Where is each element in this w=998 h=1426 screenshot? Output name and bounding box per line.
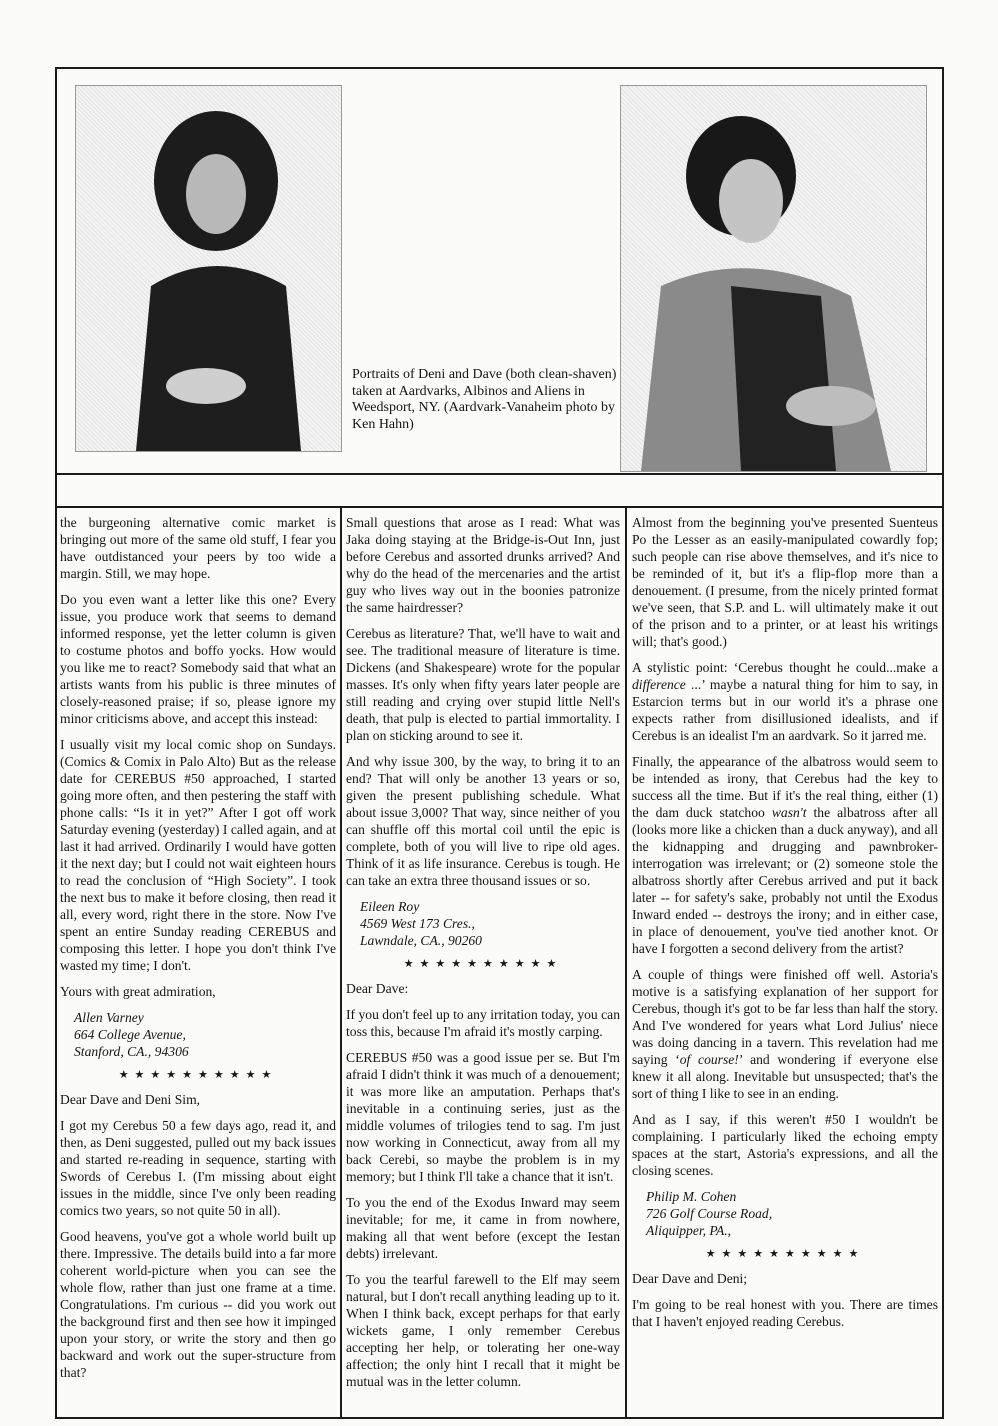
emphasis: difference xyxy=(632,677,686,692)
text: ’ and wondering if everyone else knew it all along. Inevitable but unsuspected; that's the sort of thing I like to see in an ending. xyxy=(632,1052,938,1101)
signature-block xyxy=(646,1188,938,1239)
signature-city: Aliquipper, PA., xyxy=(646,1223,732,1238)
letter-paragraph: Almost from the beginning you've presented Suenteus Po the Lesser as an easily-manipulated cowardly fop; such people can rise above themselves, and it's nice to be reminded of it, but it's a flip-flop more than a denouement. (I presume, from the nicely printed format we've seen, that S.P. and L. will ultimately make it out of the prison and to a printer, or at least his writings will; that's good.) xyxy=(632,515,938,649)
signature-city: Lawndale, CA., 90260 xyxy=(360,933,482,948)
signature-name: Allen Varney xyxy=(74,1010,144,1025)
text: A couple of things were finished off well. Astoria's motive is a satisfying explanation of her support for Cerebus, though it's got to be far less than half the story. And I've wondered for years what Lord Julius' niece was doing dancing in a tavern. This revelation had me saying ‘ xyxy=(632,967,938,1067)
signature-block xyxy=(360,898,620,949)
letter-paragraph: Good heavens, you've got a whole world built up there. Impressive. The details build into a far more coherent world-picture when you can see the whole flow, rather than just one frame at a time. Congratulations. I'm curious -- did you work out the background first and then see how it impinged upon your story, or write the story and then go backward and work out the super-structure from that? xyxy=(60,1229,336,1380)
signature-city: Stanford, CA., 94306 xyxy=(74,1044,189,1059)
letter-paragraph: the burgeoning alternative comic market is bringing out more of the same old stuff, I fear you have outdistanced your peers by too wide a margin. Still, we may hope. xyxy=(60,515,336,581)
signature-address: 664 College Avenue, xyxy=(74,1027,186,1042)
signature-address: 726 Golf Course Road, xyxy=(646,1206,773,1221)
letter-paragraph: CEREBUS #50 was a good issue per se. But I'm afraid I didn't think it was much of a denouement; it was more like an amputation. Perhaps that's inevitable in a continuing series, just as the middle volumes of trilogies tend to sag. I'm just now working in Connecticut, away from all my back Cerebi, so maybe the problem is in my memory; but I think I'll take a chance that it isn't. xyxy=(346,1050,620,1184)
portrait-woman-image xyxy=(76,86,341,451)
column-top-rule xyxy=(55,506,944,508)
letter-paragraph xyxy=(632,966,938,1102)
letter-paragraph: I got my Cerebus 50 a few days ago, read it, and then, as Deni suggested, pulled out my back issues and started re-reading in sequence, starting with Swords of Cerebus I. (I'm missing about eight issues in the middle, since I've only been reading comics two years, so not quite 50 in all). xyxy=(60,1118,336,1218)
photo-dave xyxy=(620,85,927,472)
letter-paragraph: I usually visit my local comic shop on Sundays. (Comics & Comix in Palo Alto) But as the release date for CEREBUS #50 approached, I started going more often, and then pestering the staff with phone calls: “Is it in yet?” After I got off work Saturday evening (yesterday) I called again, and at last it had arrived. Ordinarily I would have gotten it the next day; but I could not wait eighteen hours to read the conclusion of “High Society”. I took the next bus to make it before closing, then read it all, every word, right there in the store. Now I've spent an entire Sunday reading CEREBUS and composing this letter. I hope you don't think I've wasted my time; I don't. xyxy=(60,737,336,973)
star-separator: ★★★★★★★★★★ xyxy=(705,1248,865,1260)
signature-name: Eileen Roy xyxy=(360,899,420,914)
text: A stylistic point: ‘Cerebus thought he could...make a xyxy=(632,660,938,675)
text: ...’ maybe a natural thing for him to say, in Estarcion terms but in our world it's a phrase one expects rather from disillusioned idealists, and if Cerebus is an idealist I'm an aardvark. So it jarred me. xyxy=(632,677,938,743)
letter-paragraph: And as I say, if this weren't #50 I wouldn't be complaining. I particularly liked the echoing empty spaces at the start, Astoria's expressions, and all the closing scenes. xyxy=(632,1112,938,1178)
star-separator: ★★★★★★★★★★ xyxy=(403,958,563,970)
letter-paragraph xyxy=(632,659,938,744)
text: the albatross after all (looks more like a chicken than a duck anyway), and all the kidnapping and drugging and pawnbroker-interrogation was irrelevant; or (2) someone stole the albatross shortly after Cerebus arrived and put it back later -- for safety's sake, probably not until the Exodus Inward ended -- destroys the irony; and in either case, in place of denouement, you've tied another knot. Or have I forgotten a second delivery from the artist? xyxy=(632,805,938,956)
letter-salutation: Dear Dave and Deni; xyxy=(632,1271,748,1286)
letter-paragraph: To you the tearful farewell to the Elf may seem natural, but I don't recall anything leading up to it. When I think back, except perhaps for that early wickets game, I only remember Cerebus accepting her help, or tolerating her one-way affection; the only hint I recall that it might be mutual was in the letter column. xyxy=(346,1272,620,1389)
letter-paragraph xyxy=(632,753,938,957)
star-separator: ★★★★★★★★★★ xyxy=(118,1069,278,1081)
portrait-man-image xyxy=(621,86,926,471)
letter-salutation: Dear Dave and Deni Sim, xyxy=(60,1092,201,1107)
signature-name: Philip M. Cohen xyxy=(646,1189,737,1204)
letter-paragraph: To you the end of the Exodus Inward may seem inevitable; for me, it came in from nowhere, making all that went before (except the Iestan debts) irrelevant. xyxy=(346,1195,620,1261)
letter-paragraph: If you don't feel up to any irritation today, you can toss this, because I'm afraid it's mostly carping. xyxy=(346,1007,620,1039)
letter-paragraph: I'm going to be real honest with you. There are times that I haven't enjoyed reading Cerebus. xyxy=(632,1297,938,1329)
column-1 xyxy=(60,514,336,1390)
letter-paragraph: And why issue 300, by the way, to bring it to an end? That will only be another 13 years or so, given the present publishing schedule. What about issue 3,000? That way, since neither of you can shuffle off this mortal coil until the epic is complete, both of you will live to ripe old ages. Think of it as life insurance. Cerebus is tough. He can take an extra three thousand issues or so. xyxy=(346,754,620,888)
column-3 xyxy=(632,514,938,1339)
signature-address: 4569 West 173 Cres., xyxy=(360,916,475,931)
photo-divider xyxy=(55,473,944,475)
letter-paragraph: Small questions that arose as I read: What was Jaka doing staying at the Bridge-is-Out Inn, just before Cerebus and assorted drunks arrived? And why do the head of the mercenaries and the artist guy who lives way out in the boonies patronize the same hairdresser? xyxy=(346,515,620,615)
photo-deni xyxy=(75,85,342,452)
photo-caption: Portraits of Deni and Dave (both clean-shaven) taken at Aardvarks, Albinos and Aliens in Weedsport, NY. (Aardvark-Vanaheim photo by Ken Hahn) xyxy=(352,367,617,432)
letter-paragraph: Do you even want a letter like this one? Every issue, you produce work that seems to demand informed response, yet the letter column is given to costume photos and boffo yocks. How would you like me to react? Somebody said that what an artists wants from his public is three minutes of closely-reasoned praise; if so, please ignore my minor criticisms above, and accept this instead: xyxy=(60,592,336,726)
signature-block xyxy=(74,1009,336,1060)
column-2 xyxy=(346,514,620,1399)
column-divider xyxy=(625,507,627,1419)
column-divider xyxy=(340,507,342,1419)
emphasis: of course! xyxy=(679,1052,739,1067)
text: Finally, the appearance of the albatross would seem to be intended as irony, that Cerebus had the key to success all the time. But if it's the real thing, either (1) the dam duck statchoo xyxy=(632,754,938,820)
emphasis: wasn't xyxy=(771,805,807,820)
letter-paragraph: Cerebus as literature? That, we'll have to wait and see. The traditional measure of literature is time. Dickens (and Shakespeare) wrote for the popular masses. It's only when fifty years later people are still reading and crying over stupid little Nell's death, that pulp is elected to partial immortality. I plan on sticking around to see it. xyxy=(346,626,620,743)
letter-closing: Yours with great admiration, xyxy=(60,984,216,999)
letter-salutation: Dear Dave: xyxy=(346,981,409,996)
